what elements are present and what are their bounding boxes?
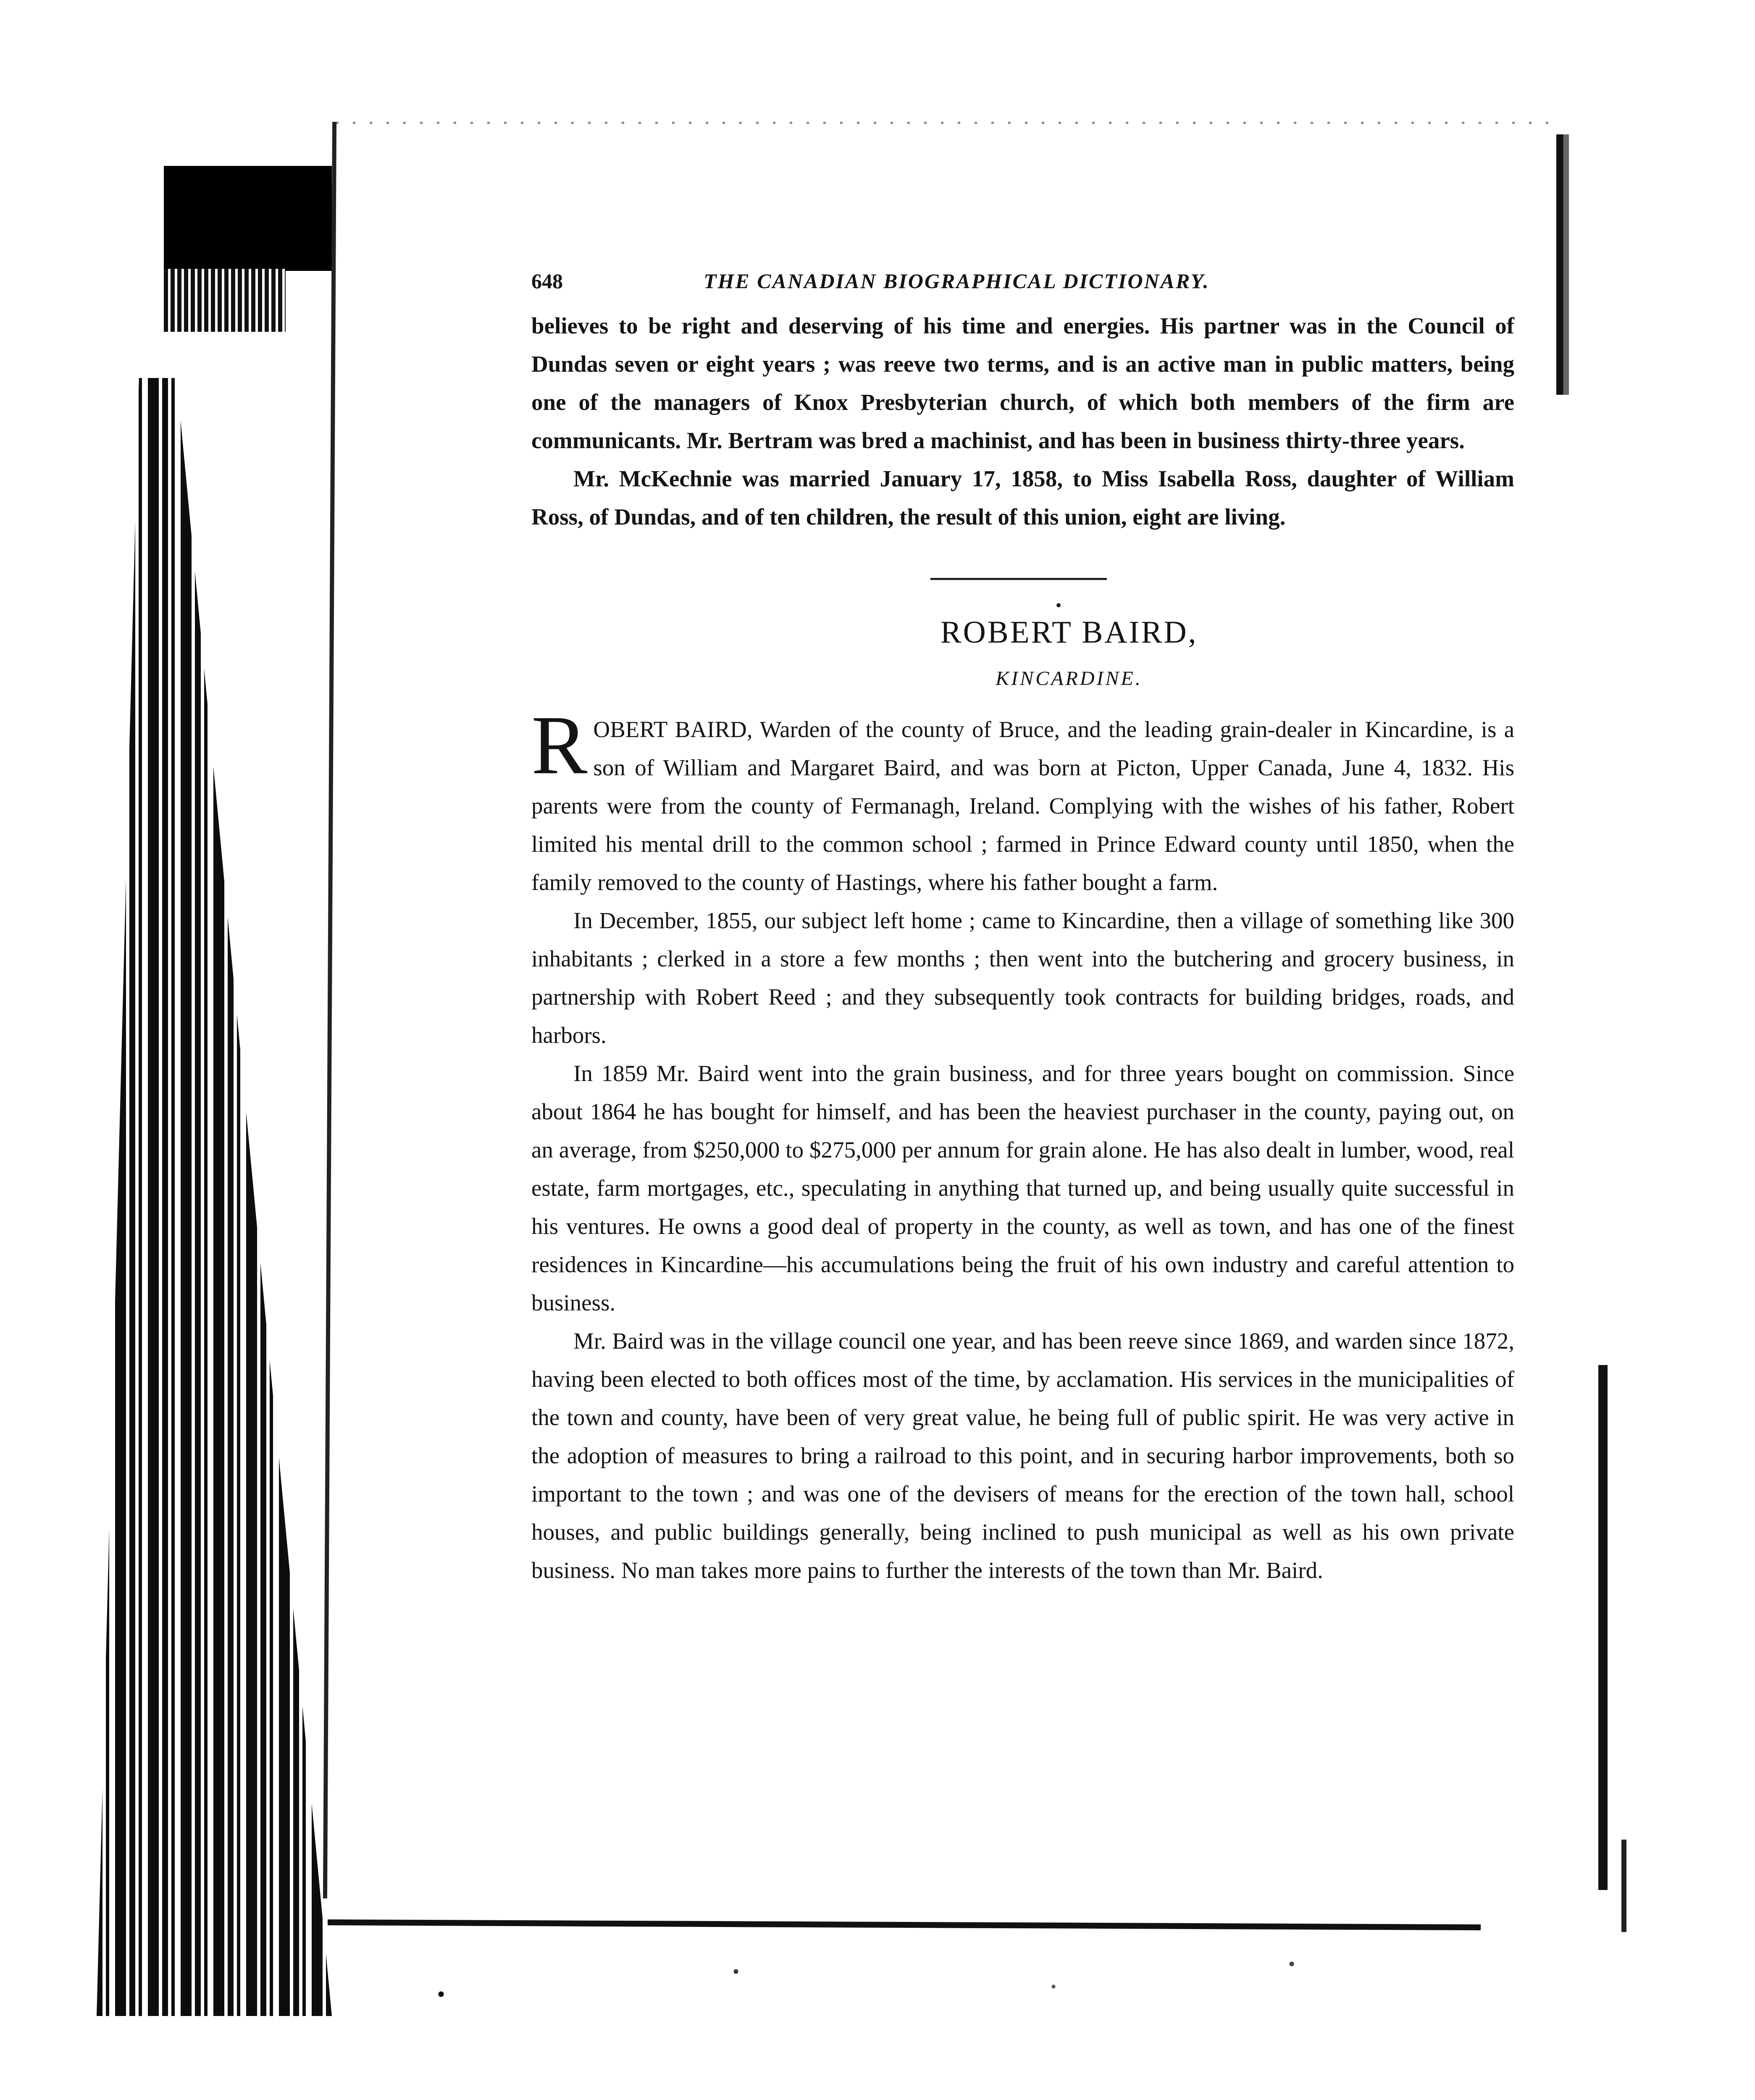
divider-dot [1056,603,1061,607]
running-title: THE CANADIAN BIOGRAPHICAL DICTIONARY. [704,269,1210,293]
article-paragraph-4: Mr. Baird was in the village council one year, and has been reeve since 1869, and warden since 1872, having been elected to both offices most of the time, by acclamation. His services in the municipalities of the town and county, have been of very great value, he being full of public spirit. He was very active in the adoption of measures to bring a railroad to this point, and in securing harbor improvements, both so important to the town ; and was one of the devisers of means for the erection of the town hall, school houses, and public buildings generally, being inclined to push municipal as well as his own private business. No man takes more pains to further the interests of the town than Mr. Baird. [531,1328,1514,1583]
page-text-block [531,269,1514,1589]
page-edge-top [336,122,1554,124]
page-edge-left [323,122,336,1898]
page-edge-bottom [328,1919,1481,1930]
scan-shadow-left [164,269,286,332]
scan-shadow-top-left [164,166,332,271]
running-head [531,269,1514,307]
page-edge-right-mark [1621,1840,1626,1932]
section-divider [930,578,1107,580]
drop-cap-letter: R [531,699,588,792]
page-edge-right-top [1556,134,1569,395]
scan-page-stack-left [97,378,332,2016]
article-paragraph-2: In December, 1855, our subject left home ; came to Kincardine, then a village of something like 300 inhabitants ; clerked in a store a few months ; then went into the butchering and grocery business, in partnership with Robert Reed ; and they subsequently took contracts for building bridges, roads, and harbors. [531,908,1514,1048]
article-place: KINCARDINE. [996,667,1143,690]
article-paragraph-1-text: OBERT BAIRD, Warden of the county of Bruce, and the leading grain-dealer in Kincardine, is a son of William and Margaret Baird, and was born at Picton, Upper Canada, June 4, 1832. His parents were from the county of Fermanagh, Ireland. Complying with the wishes of his father, Robert limited his mental drill to the common school ; farmed in Prince Edward county until 1850, when the family removed to the county of Hastings, where his father bought a farm. [531,717,1514,895]
page-edge-right-bottom [1598,1365,1608,1890]
scan-specks [328,1949,1462,2024]
continued-paragraph-2-text: Mr. McKechnie was married January 17, 1858, to Miss Isabella Ross, daughter of William Ross, of Dundas, and of ten children, the result of this union, eight are living. [531,466,1514,530]
page-number: 648 [531,269,563,293]
continued-paragraph-1-text: believes to be right and deserving of his time and energies. His partner was in the Council of Dundas seven or eight years ; was reeve two terms, and is an active man in public matters, being one of the managers of Knox Presbyterian church, of which both members of the firm are communicants. Mr. Bertram was bred a machinist, and has been in business thirty-three years. [531,313,1514,453]
article-title: ROBERT BAIRD, [940,615,1198,650]
continued-paragraph-1 [531,307,1514,459]
article-paragraph-3: In 1859 Mr. Baird went into the grain business, and for three years bought on commission. Since about 1864 he has bought for himself, and has been the heaviest purchaser in the county, paying out, on an average, from $250,000 to $275,000 per annum for grain alone. He has also dealt in lumber, wood, real estate, farm mortgages, etc., speculating in anything that turned up, and being usually quite successful in his ventures. He owns a good deal of property in the county, as well as town, and has one of the finest residences in Kincardine—his accumulations being the fruit of his own industry and careful attention to business. [531,1060,1514,1315]
article-paragraph-1 [531,699,1514,901]
continued-paragraph-2 [531,459,1514,536]
